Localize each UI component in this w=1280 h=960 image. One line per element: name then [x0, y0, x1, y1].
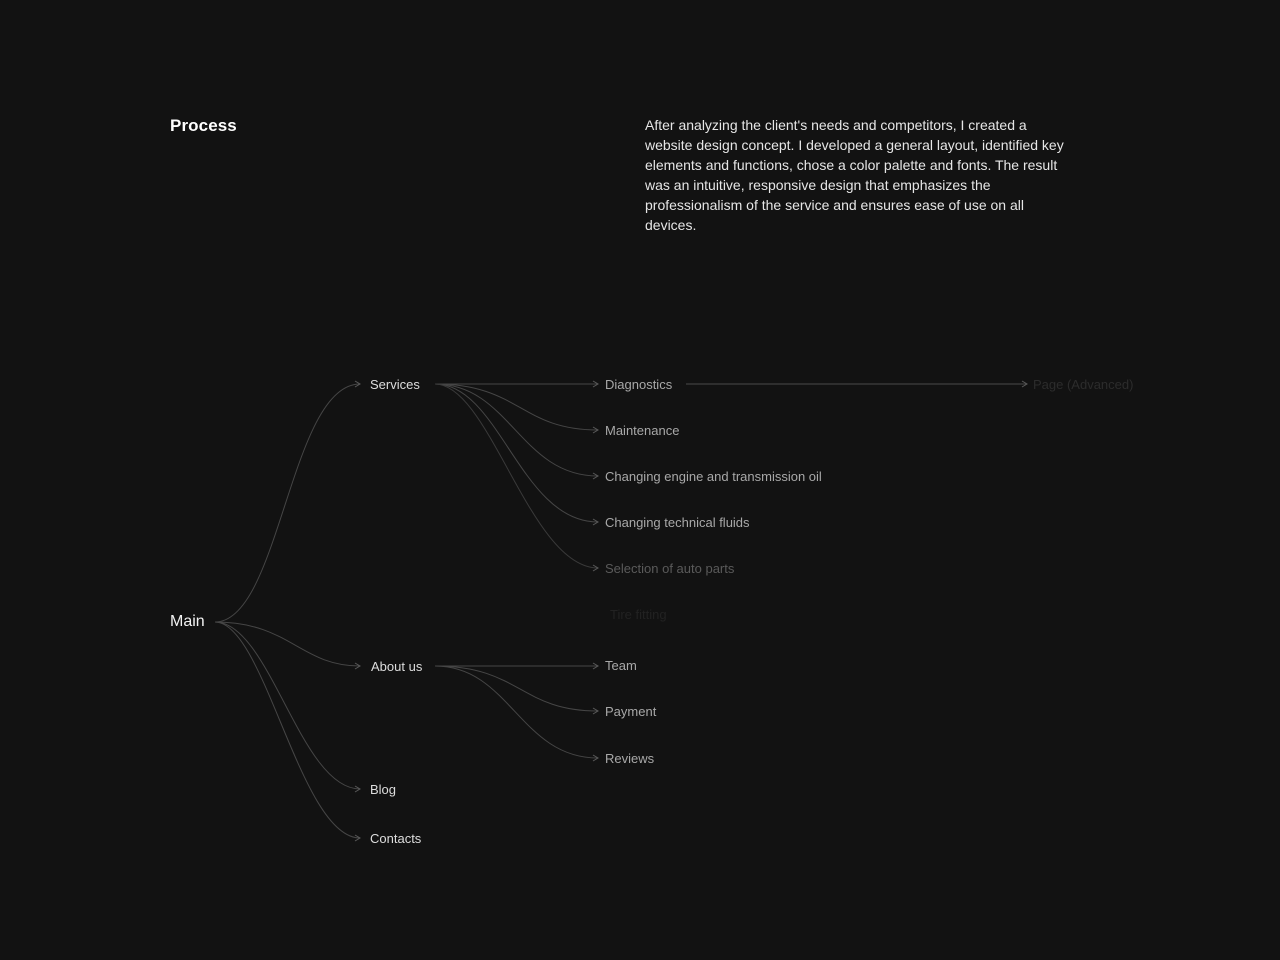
node-payment: Payment — [605, 704, 657, 719]
section-title: Process — [170, 116, 237, 135]
node-services: Services — [370, 377, 420, 392]
connector-about-payment — [435, 666, 598, 711]
node-page-advanced: Page (Advanced) — [1033, 377, 1134, 392]
connector-main-about — [215, 622, 360, 666]
node-auto-parts: Selection of auto parts — [605, 561, 735, 576]
node-maintenance: Maintenance — [605, 423, 680, 438]
connector-main-contacts — [215, 622, 360, 838]
node-reviews: Reviews — [605, 751, 655, 766]
connector-services-fluids — [435, 384, 598, 522]
section-description: After analyzing the client's needs and competitors, I created a website design concept. I developed a general layout, identified key elements and functions, chose a color palette and fonts. The result was an intuitive, responsive design that emphasizes the professionalism of the service and ensures ease of use on all devices. — [645, 117, 1064, 233]
node-main: Main — [170, 613, 205, 630]
connector-services-oil — [435, 384, 598, 476]
node-changing-fluids: Changing technical fluids — [605, 515, 750, 530]
node-tire-fitting: Tire fitting — [610, 607, 667, 622]
node-diagnostics: Diagnostics — [605, 377, 673, 392]
connector-main-services — [215, 384, 360, 622]
node-team: Team — [605, 658, 637, 673]
node-about-us: About us — [371, 659, 423, 674]
node-contacts: Contacts — [370, 831, 422, 846]
connector-services-parts — [435, 384, 598, 568]
connector-main-blog — [215, 622, 360, 789]
connector-about-reviews — [435, 666, 598, 758]
node-blog: Blog — [370, 782, 397, 797]
node-changing-oil: Changing engine and transmission oil — [605, 469, 822, 484]
